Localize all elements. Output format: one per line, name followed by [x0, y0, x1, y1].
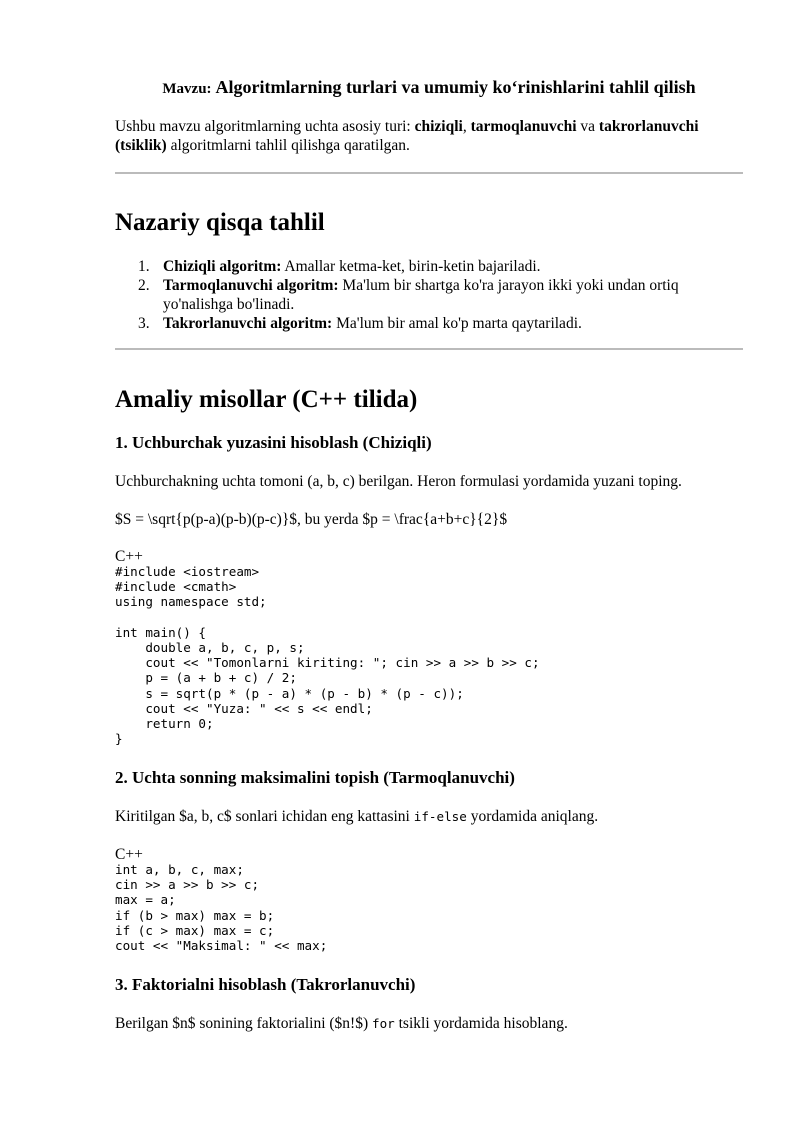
divider-2 — [115, 348, 743, 350]
example-2-text-2: yordamida aniqlang. — [466, 808, 599, 825]
document-title — [115, 77, 743, 98]
example-2-code-lang: C++ — [115, 846, 143, 863]
list-item-term: Takrorlanuvchi algoritm: — [163, 315, 333, 332]
list-item — [115, 276, 743, 314]
example-2-text — [115, 807, 743, 826]
list-item — [115, 257, 743, 276]
list-item — [115, 314, 743, 333]
intro-text-1: Ushbu mavzu algoritmlarning uchta asosiy turi: — [115, 118, 415, 135]
intro-bold-3: takrorlanuvchi (tsiklik) — [115, 118, 699, 154]
title-text: Algoritmlarning turlari va umumiy ko‘rinishlarini tahlil qilish — [215, 77, 696, 97]
example-3-text-2: tsikli yordamida hisoblang. — [394, 1015, 568, 1032]
practice-heading: Amaliy misollar (C++ tilida) — [115, 386, 418, 413]
intro-text-2: , — [462, 118, 471, 135]
list-item-number: 1. — [138, 258, 150, 275]
intro-text-3: va — [576, 118, 599, 135]
example-1-heading: 1. Uchburchak yuzasini hisoblash (Chiziqli) — [115, 433, 432, 452]
example-1-code-lang: C++ — [115, 548, 143, 565]
intro-paragraph — [115, 117, 743, 155]
example-1-formula: $S = \sqrt{p(p-a)(p-b)(p-c)}$, bu yerda $p = \frac{a+b+c}{2}$ — [115, 511, 508, 528]
list-item-desc: Amallar ketma-ket, birin-ketin bajariladi. — [281, 258, 541, 275]
example-3-heading: 3. Faktorialni hisoblash (Takrorlanuvchi) — [115, 975, 416, 994]
divider-1 — [115, 172, 743, 174]
intro-bold-1: chiziqli — [414, 118, 463, 135]
list-item-desc: Ma'lum bir shartga ko'ra jarayon ikki yoki undan ortiq yo'nalishga bo'linadi. — [163, 277, 679, 313]
example-1-code-block: #include <iostream> #include <cmath> using namespace std; int main() { double a, b, c, p, s; cout << "Tomonlarni kiriting: "; cin >> a >> b >> c; p = (a + b + c) / 2; s = sqrt(p * (p - a) * (p - b) * (p - c)); cout << "Yuza: " << s << endl; return 0; } — [115, 564, 540, 747]
list-item-term: Chiziqli algoritm: — [163, 258, 282, 275]
example-3-inline-code: for — [372, 1016, 395, 1031]
example-2-code-block: int a, b, c, max; cin >> a >> b >> c; max = a; if (b > max) max = b; if (c > max) max = c; cout << "Maksimal: " << max; — [115, 862, 328, 954]
title-prefix: Mavzu: — [162, 81, 212, 97]
list-item-number: 2. — [138, 277, 150, 294]
list-item-term: Tarmoqlanuvchi algoritm: — [163, 277, 339, 294]
example-2-inline-code: if-else — [413, 809, 467, 824]
list-item-number: 3. — [138, 315, 150, 332]
example-3-text — [115, 1014, 743, 1033]
theory-heading: Nazariy qisqa tahlil — [115, 209, 325, 236]
example-2-text-1: Kiritilgan $a, b, c$ sonlari ichidan eng kattasini — [115, 808, 414, 825]
list-item-desc: Ma'lum bir amal ko'p marta qaytariladi. — [332, 315, 582, 332]
example-2-heading: 2. Uchta sonning maksimalini topish (Tarmoqlanuvchi) — [115, 768, 515, 787]
intro-text-4: algoritmlarni tahlil qilishga qaratilgan. — [166, 137, 410, 154]
example-3-text-1: Berilgan $n$ sonining faktorialini ($n!$) — [115, 1015, 372, 1032]
theory-list — [115, 257, 743, 333]
intro-bold-2: tarmoqlanuvchi — [470, 118, 577, 135]
example-1-text: Uchburchakning uchta tomoni (a, b, c) berilgan. Heron formulasi yordamida yuzani toping. — [115, 473, 682, 490]
